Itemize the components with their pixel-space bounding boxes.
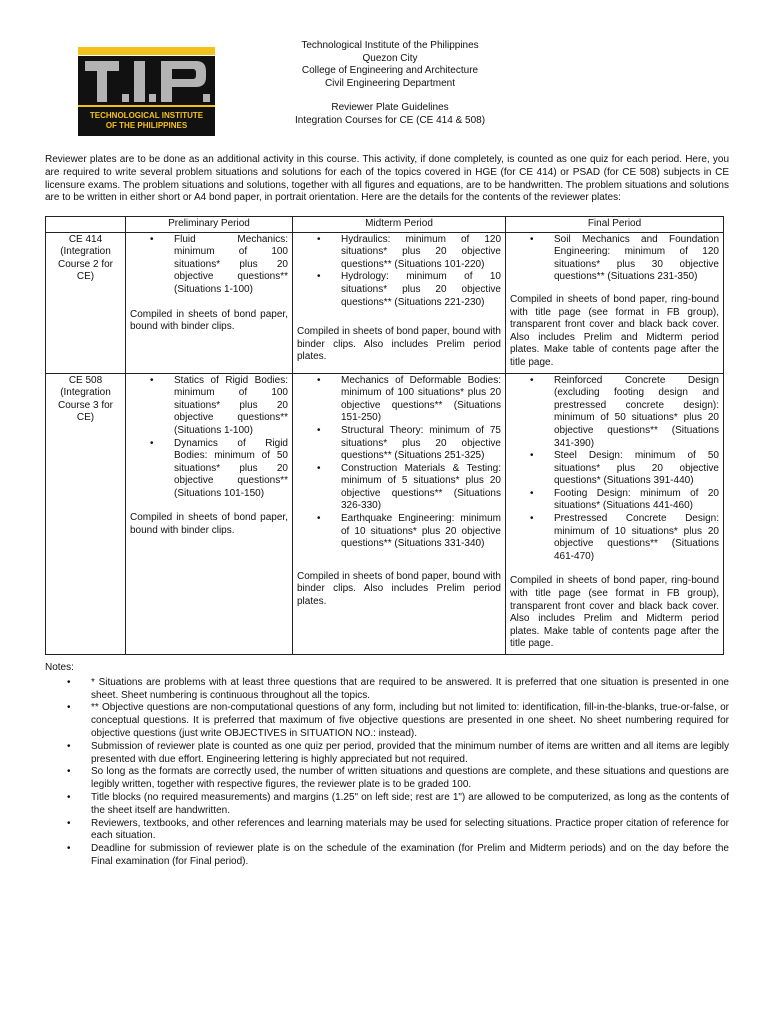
table-row bbox=[46, 232, 724, 373]
table-header-row bbox=[46, 217, 724, 233]
prelim-cell bbox=[126, 232, 293, 373]
reviewer-plate-table bbox=[45, 216, 724, 655]
list-item: • Earthquake Engineering: minimum of 10 situations* plus 20 objective questions** (Situations 331-340) bbox=[341, 513, 501, 551]
list-item: • Steel Design: minimum of 50 situations* plus 20 objective questions* (Situations 391-440) bbox=[554, 450, 719, 488]
notes-list bbox=[45, 677, 729, 869]
list-item: • Dynamics of Rigid Bodies: minimum of 50 situations* plus 20 objective questions** (Situations 101-150) bbox=[174, 438, 288, 501]
compile-note: Compiled in sheets of bond paper, bound with binder clips. bbox=[130, 512, 288, 537]
note-item: • * Situations are problems with at least three questions that are required to be answered. It is preferred that one situation is presented in one sheet. Sheet numbering is continuous throughout all the topics. bbox=[91, 677, 729, 703]
header-cell-course bbox=[46, 217, 126, 233]
notes-heading: Notes: bbox=[45, 662, 74, 673]
note-item: • Reviewers, textbooks, and other references and learning materials may be used for selecting situations. Practice proper citation of reference for each situation. bbox=[91, 818, 729, 844]
table-row bbox=[46, 373, 724, 654]
final-list bbox=[510, 234, 719, 284]
logo-tagline-2: OF THE PHILIPPINES bbox=[105, 121, 188, 130]
midterm-cell bbox=[293, 373, 506, 654]
list-item: • Statics of Rigid Bodies: minimum of 100 situations* plus 20 objective questions** (Situations 1-100) bbox=[174, 375, 288, 438]
institute-city: Quezon City bbox=[362, 52, 418, 64]
header-cell-prelim: Preliminary Period bbox=[126, 217, 293, 233]
document-header bbox=[250, 40, 530, 127]
list-item: • Fluid Mechanics: minimum of 100 situations* plus 20 objective questions** (Situations 1-100) bbox=[174, 234, 288, 297]
compile-note: Compiled in sheets of bond paper, ring-bound with title page (see format in FB group), transparent front cover and black back cover. Also includes Prelim and Midterm period plates. Make table of contents page after the title page. bbox=[510, 293, 719, 368]
compile-note: Compiled in sheets of bond paper, ring-bound with title page (see format in FB group), transparent front cover and black back cover. Also includes Prelim and Midterm period plates. Make table of contents page after the title page. bbox=[510, 575, 719, 650]
list-item: • Soil Mechanics and Foundation Engineering: minimum of 120 situations* plus 30 objective questions** (Situations 231-350) bbox=[554, 234, 719, 284]
list-item: • Hydraulics: minimum of 120 situations* plus 20 objective questions** (Situations 101-220) bbox=[341, 234, 501, 272]
note-item: • Deadline for submission of reviewer plate is on the schedule of the examination (for Prelim and Midterm periods) and on the day before the Final examination (for Final period). bbox=[91, 843, 729, 869]
list-item: • Hydrology: minimum of 10 situations* plus 20 objective questions** (Situations 221-230) bbox=[341, 271, 501, 309]
list-item: • Construction Materials & Testing: minimum of 5 situations* plus 20 objective questions** (Situations 326-330) bbox=[341, 463, 501, 513]
prelim-list bbox=[130, 375, 288, 501]
note-item: • Title blocks (no required measurements) and margins (1.25" on left side; rest are 1") are allowed to be computerized, as long as the contents of the sheet itself are handwritten. bbox=[91, 792, 729, 818]
list-item: • Prestressed Concrete Design: minimum of 10 situations* plus 20 objective questions** (Situations 461-470) bbox=[554, 513, 719, 563]
course-cell: CE 508 (Integration Course 3 for CE) bbox=[46, 373, 126, 654]
prelim-cell bbox=[126, 373, 293, 654]
header-cell-final: Final Period bbox=[506, 217, 724, 233]
institute-name: Technological Institute of the Philippines bbox=[301, 40, 479, 51]
document-subtitle: Integration Courses for CE (CE 414 & 508) bbox=[294, 114, 486, 126]
list-item: • Structural Theory: minimum of 75 situations* plus 20 objective questions** (Situations 251-325) bbox=[341, 425, 501, 463]
midterm-list bbox=[297, 375, 501, 551]
tip-logo-graphic bbox=[78, 47, 215, 136]
final-cell bbox=[506, 232, 724, 373]
note-item: • ** Objective questions are non-computational questions of any form, including but not limited to: identification, fill-in-the-blanks, true-or-false, or conceptual questions. It is preferred that maximum of five objective questions are presented in one sheet. No sheet numbering required for objective questions (just write OBJECTIVES in SITUATION NO.: instead). bbox=[91, 702, 729, 740]
compile-note: Compiled in sheets of bond paper, bound with binder clips. Also includes Prelim period plates. bbox=[297, 570, 501, 608]
prelim-list bbox=[130, 234, 288, 297]
intro-paragraph: Reviewer plates are to be done as an additional activity in this course. This activity, if done completely, is counted as one quiz for each period. Here, you are required to write several problem situations and solutions for each of the topics covered in HGE (for CE 414) or PSAD (for CE 508) subjects in CE licensure exams. The problem situations and solutions, together with all figures and equations, are to be handwritten. The problem situations and solutions are to be written in either short or A4 bond paper, in portrait orientation. Here are the details for the contents of the reviewer plates: bbox=[45, 154, 729, 204]
logo-tagline-1: TECHNOLOGICAL INSTITUTE bbox=[89, 111, 204, 120]
midterm-list bbox=[297, 234, 501, 310]
note-item: • So long as the formats are correctly used, the number of written situations and questions are complete, and these situations and questions are legibly written, together with respective figures, the reviewer plate is to be graded 100. bbox=[91, 766, 729, 792]
document-title: Reviewer Plate Guidelines bbox=[331, 102, 449, 113]
list-item: • Reinforced Concrete Design (excluding footing design and prestressed concrete design): minimum of 50 situations* plus 20 objective questions** (Situations 341-390) bbox=[554, 375, 719, 451]
final-cell bbox=[506, 373, 724, 654]
logo-yellow-bar bbox=[78, 47, 215, 55]
note-item: • Submission of reviewer plate is counted as one quiz per period, provided that the minimum number of items are written and all items are legibly presented with due effort. Engineering lettering is highly appreciated but not required. bbox=[91, 741, 729, 767]
list-item: • Footing Design: minimum of 20 situations* (Situations 441-460) bbox=[554, 488, 719, 513]
course-cell: CE 414 (Integration Course 2 for CE) bbox=[46, 232, 126, 373]
department-name: Civil Engineering Department bbox=[324, 77, 456, 89]
list-item: • Mechanics of Deformable Bodies: minimum of 100 situations* plus 20 objective questions** (Situations 151-250) bbox=[341, 375, 501, 425]
compile-note: Compiled in sheets of bond paper, bound with binder clips. Also includes Prelim period plates. bbox=[297, 326, 501, 363]
tip-logo bbox=[78, 47, 215, 136]
midterm-cell bbox=[293, 232, 506, 373]
compile-note: Compiled in sheets of bond paper, bound with binder clips. bbox=[130, 308, 288, 333]
college-name: College of Engineering and Architecture bbox=[301, 65, 479, 76]
header-cell-midterm: Midterm Period bbox=[293, 217, 506, 233]
final-list bbox=[510, 375, 719, 564]
notes-section bbox=[45, 662, 729, 869]
